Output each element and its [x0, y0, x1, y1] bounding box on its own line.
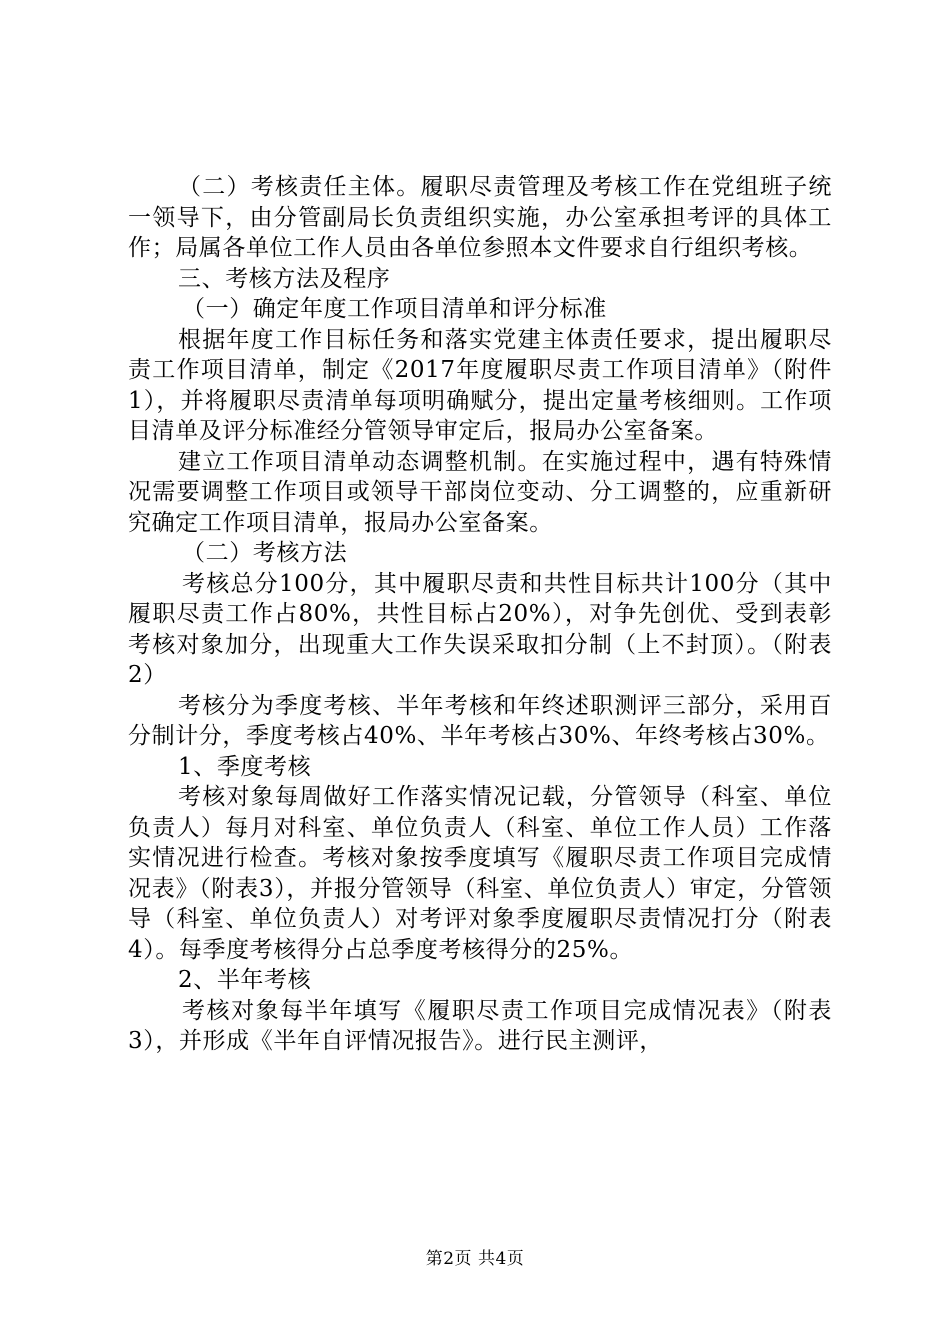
subheading-assessment-method: （二）考核方法: [182, 540, 348, 566]
page-footer: [0, 1244, 950, 1269]
paragraph-project-list: 根据年度工作目标任务和落实党建主体责任要求，提出履职尽责工作项目清单，制定《2017年度履职尽责工作项目清单》（附件1），并将履职尽责清单每项明确赋分，提出定量考核细则。工作项目清单及评分标准经分管领导审定后，报局办公室备案。: [128, 326, 832, 444]
paragraph-dynamic-adjustment: 建立工作项目清单动态调整机制。在实施过程中，遇有特殊情况需要调整工作项目或领导干部岗位变动、分工调整的，应重新研究确定工作项目清单，报局办公室备案。: [128, 448, 832, 536]
document-body: [128, 172, 832, 1057]
subheading-project-list-and-criteria: （一）确定年度工作项目清单和评分标准: [182, 296, 607, 322]
paragraph-half-year-assessment: 考核对象每半年填写《履职尽责工作项目完成情况表》（附表3），并形成《半年自评情况报告》。进行民主测评，: [128, 997, 832, 1054]
subheading-half-year-assessment: 2、半年考核: [178, 967, 312, 993]
paragraph-quarterly-assessment: 考核对象每周做好工作落实情况记载，分管领导（科室、单位负责人）每月对科室、单位负责人（科室、单位工作人员）工作落实情况进行检查。考核对象按季度填写《履职尽责工作项目完成情况表》（附表3），并报分管领导（科室、单位负责人）审定，分管领导（科室、单位负责人）对考评对象季度履职尽责情况打分（附表4）。每季度考核得分占总季度考核得分的25%。: [128, 784, 832, 963]
paragraph-total-score: 考核总分100分，其中履职尽责和共性目标共计100分（其中履职尽责工作占80%，共性目标占20%），对争先创优、受到表彰考核对象加分，出现重大工作失误采取扣分制（上不封顶）。（附表2）: [128, 570, 832, 688]
paragraph-assessment-responsibility: （二）考核责任主体。履职尽责管理及考核工作在党组班子统一领导下，由分管副局长负责组织实施，办公室承担考评的具体工作；局属各单位工作人员由各单位参照本文件要求自行组织考核。: [128, 174, 832, 261]
subheading-quarterly-assessment: 1、季度考核: [178, 753, 312, 780]
paragraph-score-composition: 考核分为季度考核、半年考核和年终述职测评三部分，采用百分制计分，季度考核占40%、半年考核占30%、年终考核占30%。: [128, 692, 832, 749]
page-number-indicator: 第2页 共4页: [425, 1249, 525, 1269]
heading-method-and-procedure: 三、考核方法及程序: [178, 265, 391, 292]
